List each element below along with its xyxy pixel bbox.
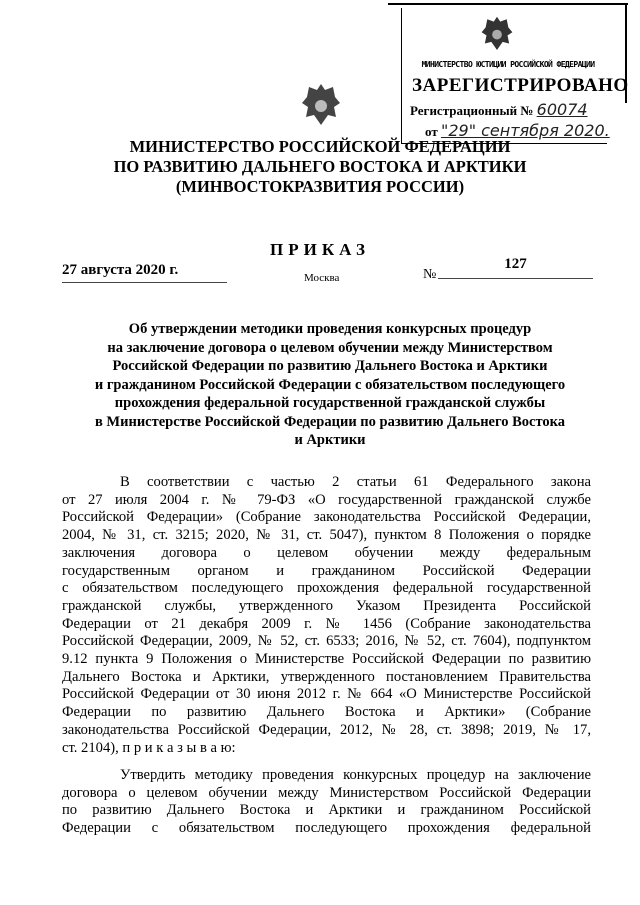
- text-line: в Министерстве Российской Федерации по развитию Дальнего Востока: [94, 413, 566, 430]
- reg-number: 60074: [536, 100, 588, 119]
- ministry-line: (МИНВОСТОКРАЗВИТИЯ РОССИИ): [175, 177, 465, 196]
- text-line: заключения договора о целевом обучении между федеральным: [62, 544, 591, 561]
- text-line: Российской Федерации по развитию Дальнего Востока и Арктики: [112, 358, 548, 374]
- text-line: государственным органом и гражданином Российской Федерации: [62, 562, 591, 579]
- text-line: на заключение договора о целевом обучении между Министерством: [107, 339, 553, 356]
- text-line: Федерации по развитию Дальнего Востока и Арктики» (Собрание: [62, 704, 591, 721]
- stamp-emblem-icon: [480, 13, 514, 53]
- text-line: с обязательством последующего прохождения федеральной государственной: [62, 580, 591, 597]
- document-date: 27 августа 2020 г.: [62, 262, 227, 283]
- date-label: от: [425, 124, 438, 139]
- reg-label: Регистрационный №: [410, 103, 534, 118]
- text-line: Российской Федерации, 2009, № 52, ст. 6533; 2016, № 52, ст. 7604), подпунктом: [62, 633, 591, 650]
- text-line: и Арктики: [294, 432, 366, 448]
- text-line: и гражданином Российской Федерации с обязательством последующего: [94, 376, 566, 393]
- date-value: "29" сентября 2020.: [440, 121, 610, 140]
- paragraph-1: [62, 474, 591, 757]
- document-type: ПРИКАЗ: [270, 240, 370, 259]
- text-line: Федерации от 21 декабря 2009 г. № 1456 (Собрание законодательства: [62, 615, 591, 632]
- text-line: гражданской службы, утвержденного Указом Президента Российской: [62, 597, 591, 614]
- ministry-line: МИНИСТЕРСТВО РОССИЙСКОЙ ФЕДЕРАЦИИ: [129, 137, 511, 156]
- text-line: Российской Федерации» (Собрание законодательства Российской Федерации,: [62, 509, 591, 526]
- text-line: законодательства Российской Федерации, 2012, № 28, ст. 3898; 2019, № 17,: [62, 721, 591, 738]
- text-line: 9.12 пункта 9 Положения о Министерстве Российской Федерации по развитию: [62, 651, 591, 668]
- text-line: от 27 июля 2004 г. № 79-ФЗ «О государственной гражданской службе: [62, 491, 591, 508]
- text-line: Утвердить методику проведения конкурсных процедур на заключение: [120, 767, 591, 783]
- ministry-name: [0, 137, 640, 197]
- text-line: договора о целевом обучении между Министерством Российской Федерации: [62, 784, 591, 801]
- coat-of-arms-emblem: [300, 80, 342, 128]
- stamp-status: ЗАРЕГИСТРИРОВАНО: [412, 75, 629, 96]
- document-city: Москва: [304, 272, 340, 284]
- text-line: В соответствии с частью 2 статьи 61 Федерального закона: [120, 474, 591, 490]
- paragraph-2: [62, 767, 591, 838]
- text-line: Российской Федерации от 30 июня 2012 г. № 664 «О Министерстве Российской: [62, 686, 591, 703]
- text-line: Об утверждении методики проведения конкурсных процедур: [128, 321, 532, 337]
- stamp-border: [388, 3, 628, 5]
- text-line: прохождения федеральной государственной гражданской службы: [114, 395, 546, 411]
- text-line: 2004, № 31, ст. 3215; 2020, № 31, ст. 5047), пунктом 8 Положения о порядке: [62, 527, 591, 544]
- ministry-line: ПО РАЗВИТИЮ ДАЛЬНЕГО ВОСТОКА И АРКТИКИ: [113, 157, 527, 176]
- text-line: Федерации с обязательством последующего прохождения федеральной: [62, 820, 591, 837]
- text-line: по развитию Дальнего Востока и Арктики и гражданином Российской: [62, 802, 591, 819]
- text-line: Дальнего Востока и Арктики, утвержденного постановлением Правительства: [62, 668, 591, 685]
- text-line: ст. 2104), п р и к а з ы в а ю:: [62, 739, 236, 756]
- stamp-reg-number: [410, 100, 588, 119]
- number-label: №: [423, 267, 437, 282]
- document-title: [70, 320, 590, 450]
- stamp-org: МИНИСТЕРСТВО ЮСТИЦИИ РОССИЙСКОЙ ФЕДЕРАЦИИ: [421, 60, 595, 69]
- document-number: 127: [438, 256, 593, 279]
